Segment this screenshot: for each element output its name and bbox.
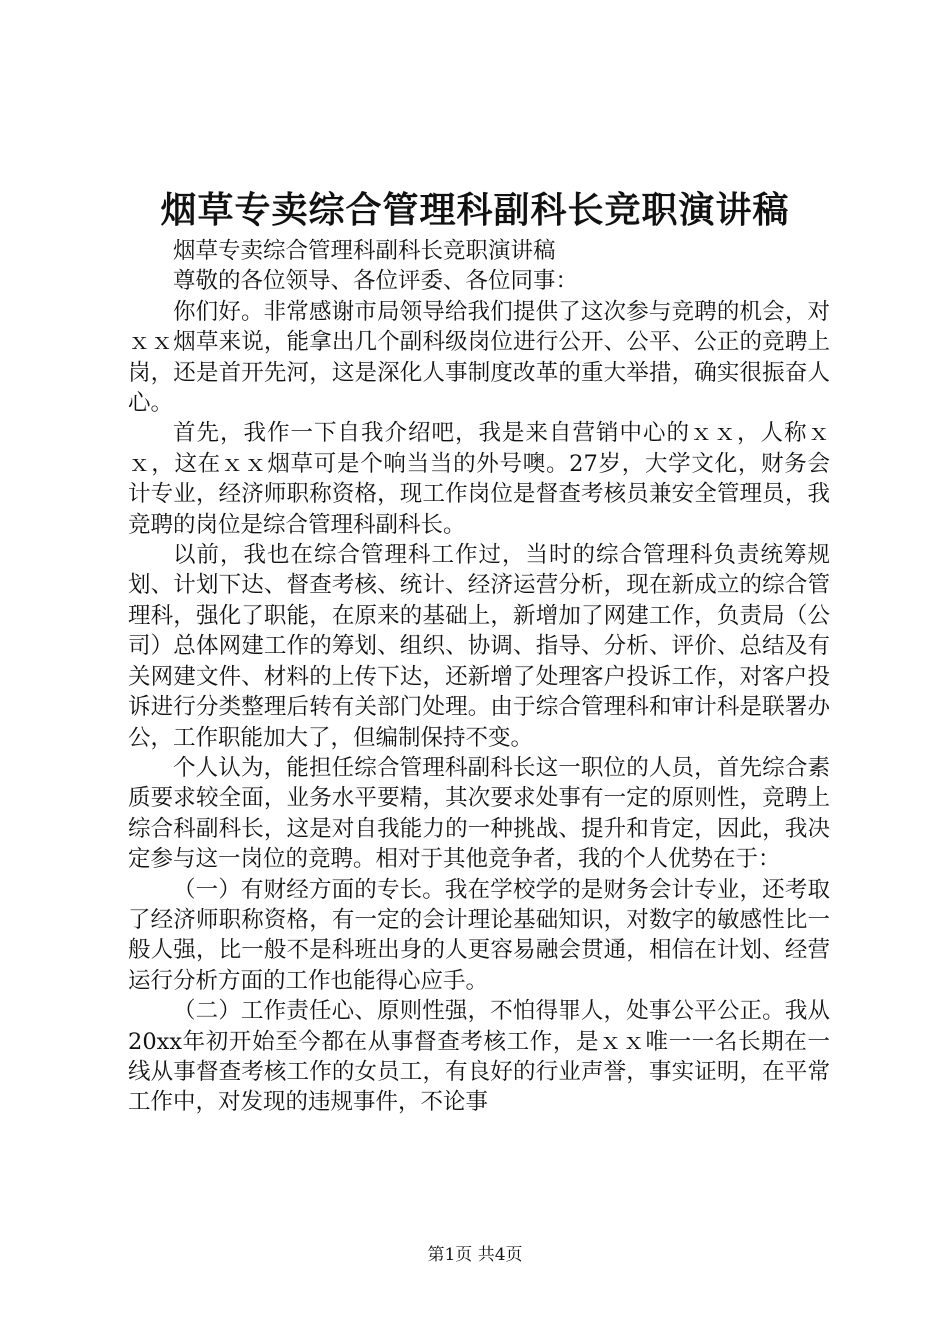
document-title: 烟草专卖综合管理科副科长竞职演讲稿 [160, 189, 790, 231]
paragraph-department: 以前，我也在综合管理科工作过，当时的综合管理科负责统筹规划、计划下达、督查考核、统计、经济运营分析，现在新成立的综合管理科，强化了职能，在原来的基础上，新增加了网建工作，负责局（公司）总体网建工作的筹划、组织、协调、指导、分析、评价、总结及有关网建文件、材料的上传下达，还新增了处理客户投诉工作，对客户投诉进行分类整理后转有关部门处理。由于综合管理科和审计科是联署办公，工作职能加大了，但编制保持不变。 [128, 542, 830, 751]
paragraph-requirements: 个人认为，能担任综合管理科副科长这一职位的人员，首先综合素质要求较全面，业务水平要精，其次要求处事有一定的原则性，竞聘上综合科副科长，这是对自我能力的一种挑战、提升和肯定，因此，我决定参与这一岗位的竞聘。相对于其他竞争者，我的个人优势在于： [128, 754, 830, 873]
paragraph-salutation: 尊敬的各位领导、各位评委、各位同事： [173, 268, 579, 295]
paragraph-advantage-1: （一）有财经方面的专长。我在学校学的是财务会计专业，还考取了经济师职称资格，有一定的会计理论基础知识，对数字的敏感性比一般人强，比一般不是科班出身的人更容易融会贯通，相信在计划、经营运行分析方面的工作也能得心应手。 [128, 876, 830, 994]
paragraph-self-intro: 首先，我作一下自我介绍吧，我是来自营销中心的ｘｘ，人称ｘｘ，这在ｘｘ烟草可是个响当当的外号噢。27岁，大学文化，财务会计专业，经济师职称资格，现工作岗位是督查考核员兼安全管理员，我竞聘的岗位是综合管理科副科长。 [128, 420, 830, 538]
document-body [128, 236, 830, 1118]
paragraph-advantage-2: （二）工作责任心、原则性强，不怕得罪人，处事公平公正。我从20xx年初开始至今都在从事督查考核工作，是ｘｘ唯一一名长期在一线从事督查考核工作的女员工，有良好的行业声誉，事实证明，在平常工作中，对发现的违规事件，不论事 [128, 998, 830, 1116]
page-footer: 第1页 共4页 [427, 1245, 523, 1265]
paragraph-subtitle: 烟草专卖综合管理科副科长竞职演讲稿 [173, 238, 556, 264]
paragraph-greeting: 你们好。非常感谢市局领导给我们提供了这次参与竞聘的机会，对ｘｘ烟草来说，能拿出几个副科级岗位进行公开、公平、公正的竞聘上岗，还是首开先河，这是深化人事制度改革的重大举措，确实很振奋人心。 [128, 298, 830, 417]
